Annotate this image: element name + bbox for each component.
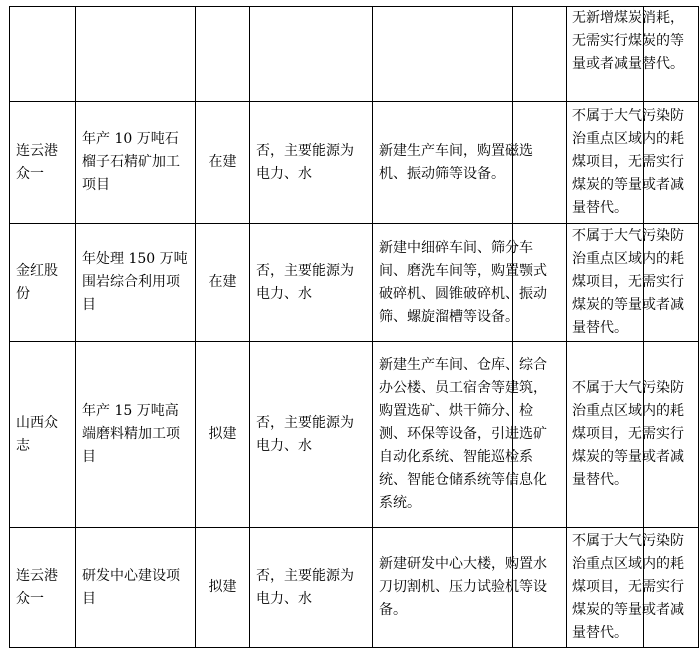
energy-cell: 否，主要能源为电力、水 xyxy=(250,102,373,224)
table-row xyxy=(10,224,699,342)
project-cell: 年处理 150 万吨围岩综合利用项目 xyxy=(76,224,196,342)
energy-cell: 否，主要能源为电力、水 xyxy=(250,342,373,528)
column-divider xyxy=(512,6,513,647)
content-cell: 新建中细碎车间、筛分车间、磨洗车间等，购置颚式破碎机、圆锥破碎机、振动筛、螺旋溜槽等设备。 xyxy=(373,224,567,342)
note-cell: 不属于大气污染防治重点区域内的耗煤项目，无需实行煤炭的等量或者减量替代。 xyxy=(567,224,699,342)
project-cell: 研发中心建设项目 xyxy=(76,528,196,648)
energy-cell: 否，主要能源为电力、水 xyxy=(250,528,373,648)
note-cell: 无新增煤炭消耗，无需实行煤炭的等量或者减量替代。 xyxy=(567,7,699,102)
energy-cell: 否，主要能源为电力、水 xyxy=(250,224,373,342)
table-row xyxy=(10,7,699,102)
note-cell: 不属于大气污染防治重点区域内的耗煤项目，无需实行煤炭的等量或者减量替代。 xyxy=(567,342,699,528)
company-cell xyxy=(10,7,76,102)
company-cell: 山西众志 xyxy=(10,342,76,528)
content-cell xyxy=(373,7,567,102)
table-row xyxy=(10,342,699,528)
content-cell: 新建生产车间，购置磁选机、振动筛等设备。 xyxy=(373,102,567,224)
projects-table xyxy=(9,6,699,648)
note-cell: 不属于大气污染防治重点区域内的耗煤项目，无需实行煤炭的等量或者减量替代。 xyxy=(567,528,699,648)
company-cell: 金红股份 xyxy=(10,224,76,342)
status-cell: 拟建 xyxy=(196,528,250,648)
project-cell: 年产 10 万吨石榴子石精矿加工项目 xyxy=(76,102,196,224)
project-cell: 年产 15 万吨高端磨料精加工项目 xyxy=(76,342,196,528)
status-cell: 在建 xyxy=(196,102,250,224)
table-row xyxy=(10,528,699,648)
energy-cell xyxy=(250,7,373,102)
table-right-border xyxy=(643,6,644,647)
note-cell: 不属于大气污染防治重点区域内的耗煤项目，无需实行煤炭的等量或者减量替代。 xyxy=(567,102,699,224)
status-cell xyxy=(196,7,250,102)
content-cell: 新建生产车间、仓库、综合办公楼、员工宿舍等建筑，购置选矿、烘干筛分、检测、环保等设备，引进选矿自动化系统、智能巡检系统、智能仓储系统等信息化系统。 xyxy=(373,342,567,528)
company-cell: 连云港众一 xyxy=(10,102,76,224)
company-cell: 连云港众一 xyxy=(10,528,76,648)
status-cell: 在建 xyxy=(196,224,250,342)
status-cell: 拟建 xyxy=(196,342,250,528)
content-cell: 新建研发中心大楼，购置水刀切割机、压力试验机等设备。 xyxy=(373,528,567,648)
project-cell xyxy=(76,7,196,102)
table-row xyxy=(10,102,699,224)
